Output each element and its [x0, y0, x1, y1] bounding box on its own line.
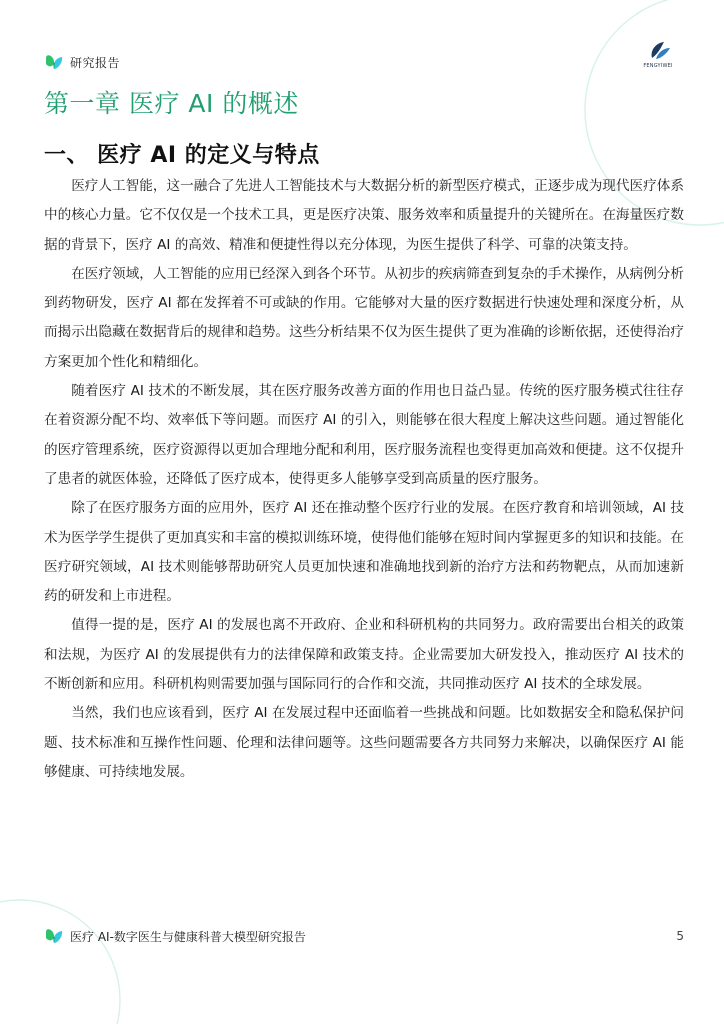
paragraph: 值得一提的是，医疗 AI 的发展也离不开政府、企业和科研机构的共同努力。政府需要出台相关的政策和法规，为医疗 AI 的发展提供有力的法律保障和政策支持。企业需要加大研发投入，推动医疗 AI 技术的不断创新和应用。科研机构则需要加强与国际同行的合作和交流，共同推动医疗 AI 技术的全球发展。	[44, 617, 684, 693]
paragraph: 当然，我们也应该看到，医疗 AI 在发展过程中还面临着一些挑战和问题。比如数据安全和隐私保护问题、技术标准和互操作性问题、伦理和法律问题等。这些问题需要各方共同努力来解决，以确保医疗 AI 能够健康、可持续地发展。	[44, 705, 684, 780]
page-header	[44, 52, 120, 72]
paragraph: 医疗人工智能，这一融合了先进人工智能技术与大数据分析的新型医疗模式，正逐步成为现代医疗体系中的核心力量。它不仅仅是一个技术工具，更是医疗决策、服务效率和质量提升的关键所在。在海量医疗数据的背景下，医疗 AI 的高效、精准和便捷性得以充分体现，为医生提供了科学、可靠的决策支持。	[44, 178, 684, 253]
brand-mark-icon	[644, 40, 672, 62]
paragraph: 除了在医疗服务方面的应用外，医疗 AI 还在推动整个医疗行业的发展。在医疗教育和培训领域，AI 技术为医学学生提供了更加真实和丰富的模拟训练环境，使得他们能够在短时间内掌握更多的知识和技能。在医疗研究领域，AI 技术则能够帮助研究人员更加快速和准确地找到新的治疗方法和药物靶点，从而加速新药的研发和上市进程。	[44, 500, 684, 605]
leaf-logo-icon	[44, 52, 64, 72]
paragraph: 随着医疗 AI 技术的不断发展，其在医疗服务改善方面的作用也日益凸显。传统的医疗服务模式往往存在着资源分配不均、效率低下等问题。而医疗 AI 的引入，则能够在很大程度上解决这些问题。通过智能化的医疗管理系统，医疗资源得以更加合理地分配和利用，医疗服务流程也变得更加高效和便捷。这不仅提升了患者的就医体验，还降低了医疗成本，使得更多人能够享受到高质量的医疗服务。	[44, 383, 684, 487]
leaf-logo-icon	[44, 926, 64, 946]
footer-label: 医疗 AI-数字医生与健康科普大模型研究报告	[70, 929, 306, 944]
body-text	[44, 172, 684, 787]
brand-logo	[638, 40, 678, 69]
chapter-title: 第一章 医疗 AI 的概述	[44, 89, 299, 118]
page-footer	[44, 926, 684, 946]
section-title: 一、 医疗 AI 的定义与特点	[44, 143, 320, 168]
page-number: 5	[676, 929, 684, 943]
brand-name: FENGYIWEI	[643, 63, 673, 69]
paragraph: 在医疗领域，人工智能的应用已经深入到各个环节。从初步的疾病筛查到复杂的手术操作，从病例分析到药物研发，医疗 AI 都在发挥着不可或缺的作用。它能够对大量的医疗数据进行快速处理和深度分析，从而揭示出隐藏在数据背后的规律和趋势。这些分析结果不仅为医生提供了更为准确的诊断依据，还使得治疗方案更加个性化和精细化。	[44, 265, 684, 370]
header-label: 研究报告	[70, 55, 121, 70]
